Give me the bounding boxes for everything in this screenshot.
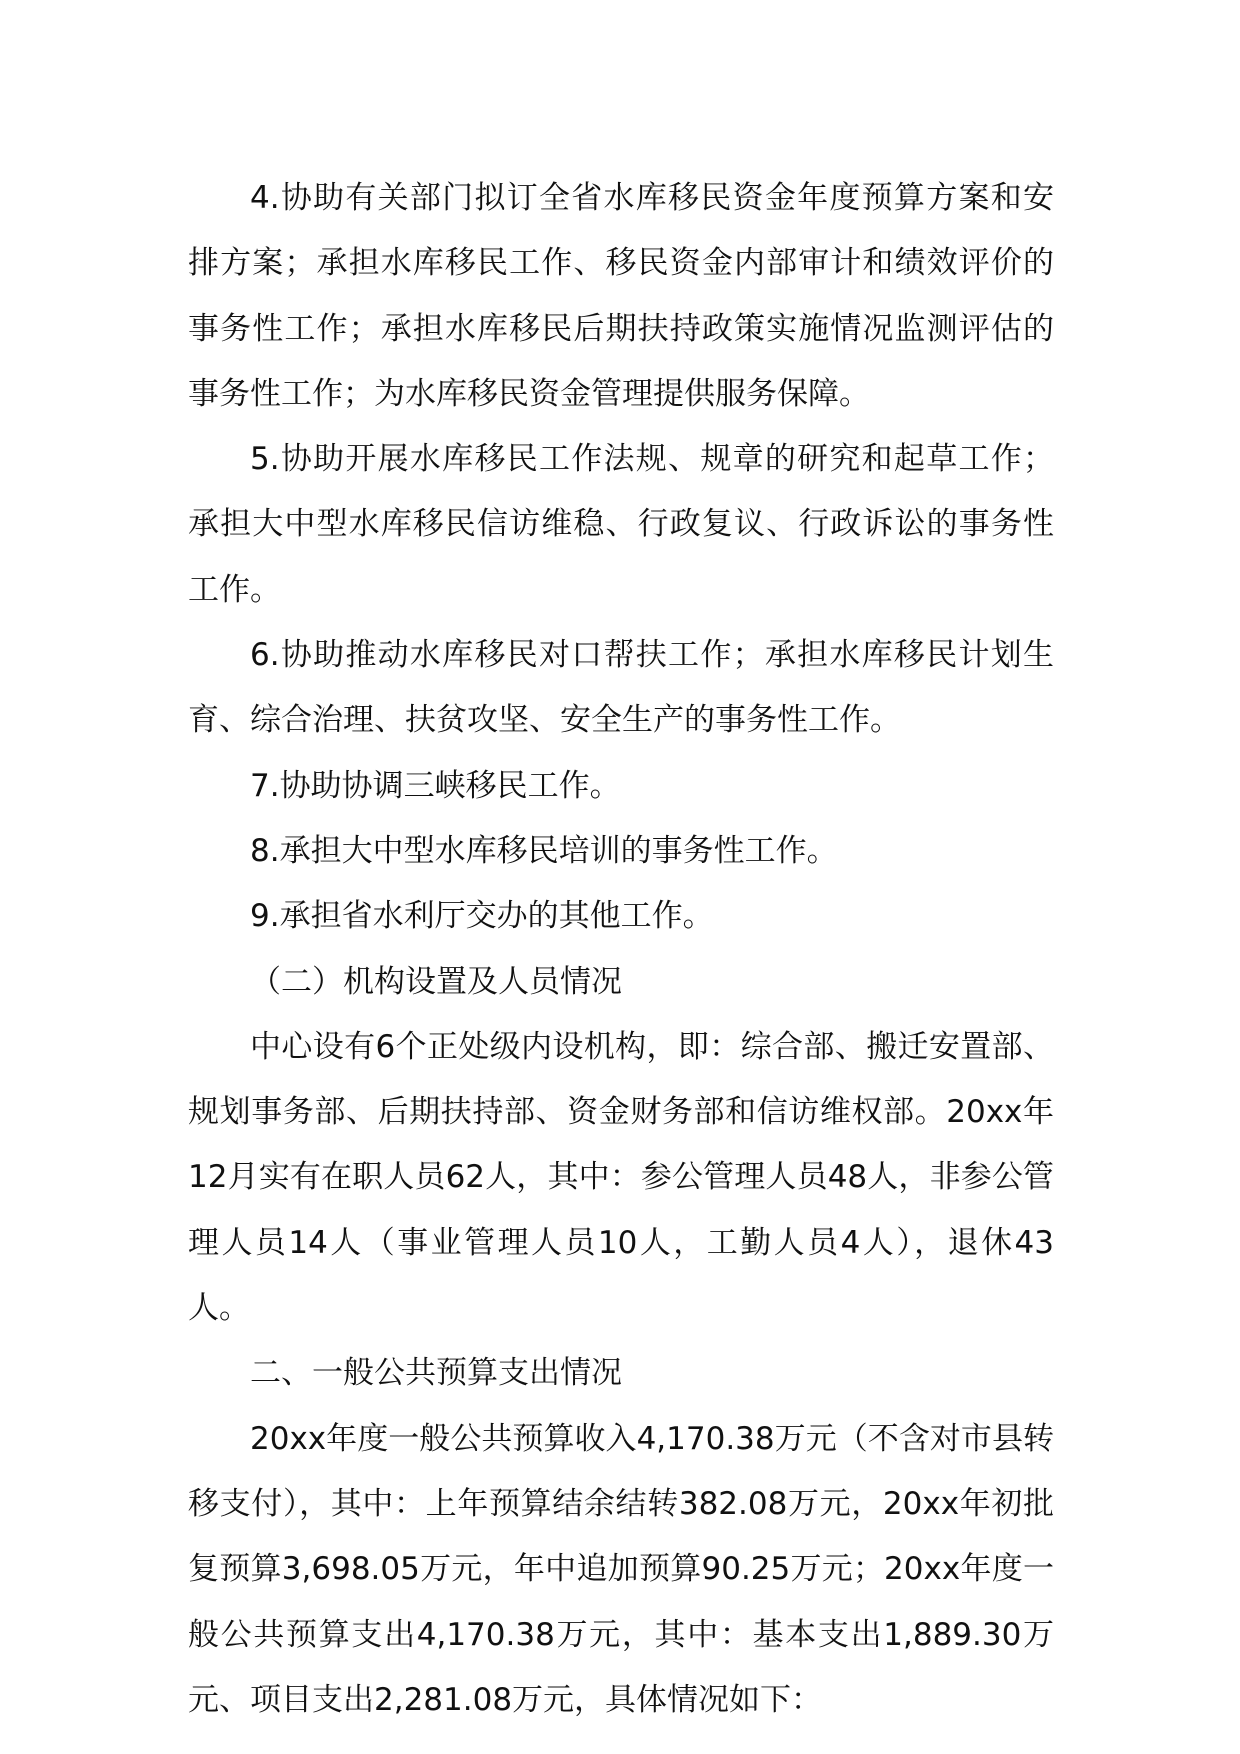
paragraph-item-5: 5.协助开展水库移民工作法规、规章的研究和起草工作；承担大中型水库移民信访维稳、行政复议、行政诉讼的事务性工作。 xyxy=(188,441,1054,608)
paragraph-organization-staff: 中心设有6个正处级内设机构，即：综合部、搬迁安置部、规划事务部、后期扶持部、资金财务部和信访维权部。20xx年12月实有在职人员62人，其中：参公管理人员48人，非参公管理人员14人（事业管理人员10人，工勤人员4人），退休43人。 xyxy=(188,1028,1054,1327)
paragraph-budget-details: 20xx年度一般公共预算收入4,170.38万元（不含对市县转移支付），其中：上年预算结余结转382.08万元，20xx年初批复预算3,698.05万元，年中追加预算90.25万元；20xx年度一般公共预算支出4,170.38万元，其中：基本支出1,889.30万元、项目支出2,281.08万元，具体情况如下： xyxy=(188,1420,1054,1718)
paragraph-item-4: 4.协助有关部门拟订全省水库移民资金年度预算方案和安排方案；承担水库移民工作、移民资金内部审计和绩效评价的事务性工作；承担水库移民后期扶持政策实施情况监测评估的事务性工作；为水库移民资金管理提供服务保障。 xyxy=(188,180,1054,412)
paragraph-item-6: 6.协助推动水库移民对口帮扶工作；承担水库移民计划生育、综合治理、扶贫攻坚、安全生产的事务性工作。 xyxy=(188,637,1054,739)
section-heading-organization: （二）机构设置及人员情况 xyxy=(250,963,622,1000)
paragraph-item-9: 9.承担省水利厅交办的其他工作。 xyxy=(250,898,714,935)
paragraph-item-8: 8.承担大中型水库移民培训的事务性工作。 xyxy=(250,832,838,869)
paragraph-item-7: 7.协助协调三峡移民工作。 xyxy=(250,767,621,804)
section-heading-budget: 二、一般公共预算支出情况 xyxy=(250,1355,622,1392)
document-body xyxy=(188,166,1054,1733)
